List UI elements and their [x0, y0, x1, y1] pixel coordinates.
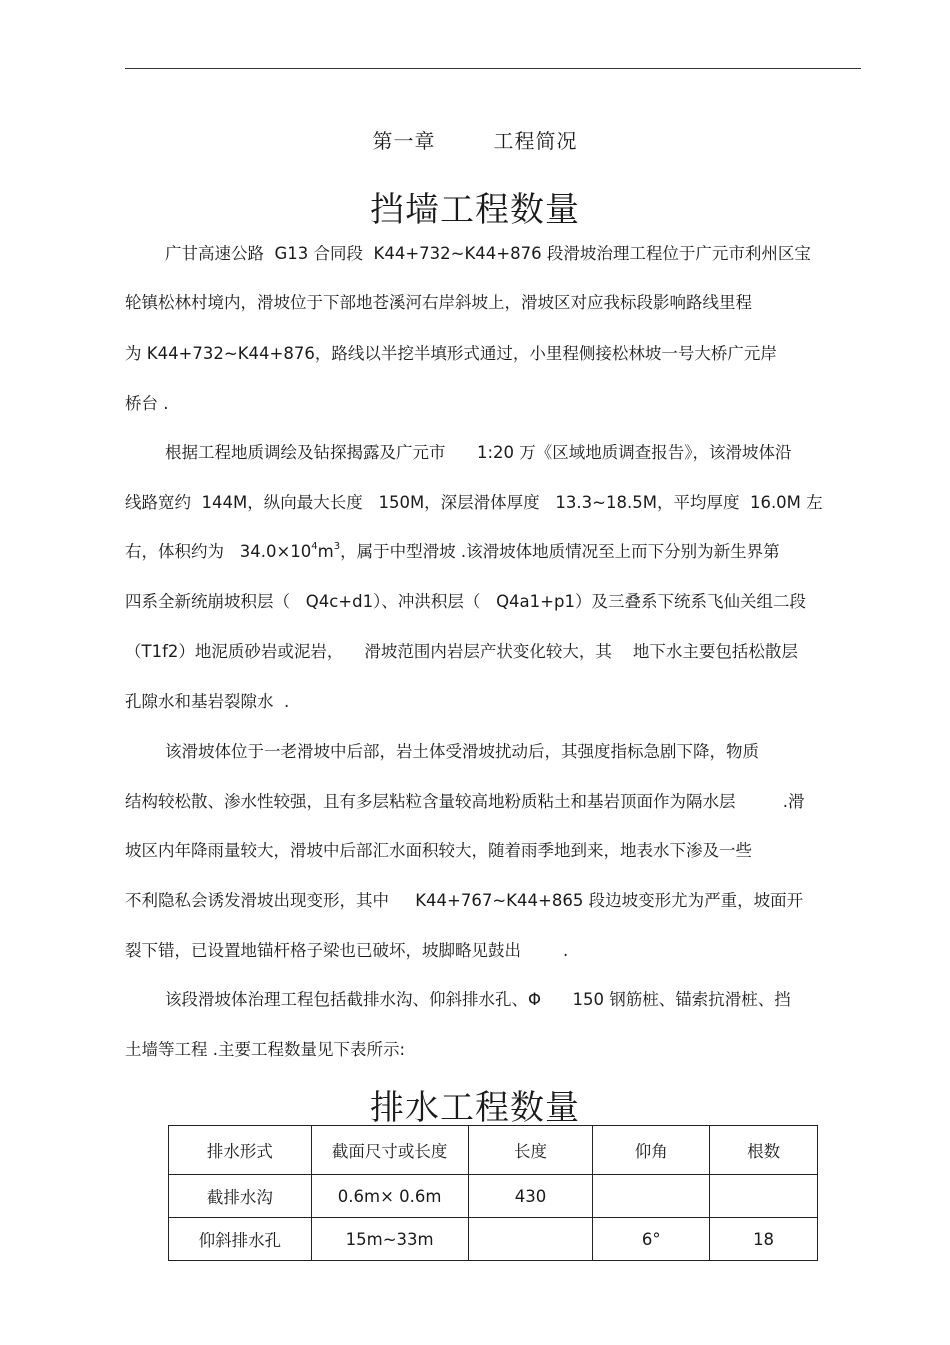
paragraph-line: 结构较松散、渗水性较强，且有多层粘粒含量较高地粉质粘土和基岩顶面作为隔水层 .滑 — [125, 792, 805, 811]
table-cell: 截排水沟 — [169, 1175, 312, 1218]
table-header-cell: 长度 — [468, 1126, 593, 1175]
table-header-cell: 截面尺寸或长度 — [311, 1126, 468, 1175]
chapter-title: 工程简况 — [493, 129, 578, 153]
table-header-cell: 仰角 — [593, 1126, 710, 1175]
table-header-cell: 根数 — [710, 1126, 818, 1175]
paragraph-line: （T1f2）地泥质砂岩或泥岩， 滑坡范围内岩层产状变化较大，其 地下水主要包括松散层 — [125, 642, 798, 661]
table-cell: 仰斜排水孔 — [169, 1218, 312, 1261]
volume-line: 右，体积约为 $34.0\times 10^4m^3$，属于中型滑坡 .该滑坡体地质情况至上而下分别为新生界第 — [125, 541, 780, 561]
table-cell — [468, 1218, 593, 1261]
table-cell: 6° — [593, 1218, 710, 1261]
table-cell — [710, 1175, 818, 1218]
header-rule — [125, 68, 861, 69]
table-header-row — [169, 1126, 818, 1175]
table-header-cell: 排水形式 — [169, 1126, 312, 1175]
paragraph-line: 广甘高速公路 G13 合同段 K44+732~K44+876 段滑坡治理工程位于广元市利州区宝 — [165, 244, 811, 263]
table-cell: 18 — [710, 1218, 818, 1261]
paragraph-line: 坡区内年降雨量较大，滑坡中后部汇水面积较大，随着雨季地到来，地表水下渗及一些 — [125, 841, 752, 860]
paragraph-line: 该段滑坡体治理工程包括截排水沟、仰斜排水孔、Φ 150 钢筋桩、锚索抗滑桩、挡 — [165, 990, 791, 1009]
table-cell — [593, 1175, 710, 1218]
paragraph-line: 轮镇松林村境内，滑坡位于下部地苍溪河右岸斜坡上，滑坡区对应我标段影响路线里程 — [125, 293, 752, 312]
drainage-heading: 排水工程数量 — [370, 1088, 580, 1128]
chapter-number: 第一章 — [372, 129, 436, 153]
drainage-table — [168, 1125, 818, 1261]
table-cell: 430 — [468, 1175, 593, 1218]
paragraph-line: 线路宽约 144M，纵向最大长度 150M，深层滑体厚度 13.3~18.5M，平均厚度 16.0M 左 — [125, 493, 823, 512]
paragraph-line: 根据工程地质调绘及钻探揭露及广元市 1:20 万《区域地质调查报告》，该滑坡体沿 — [165, 443, 792, 462]
paragraph-line: 不利隐私会诱发滑坡出现变形，其中 K44+767~K44+865 段边坡变形尤为严重，坡面开 — [125, 891, 804, 910]
paragraph-line: 该滑坡体位于一老滑坡中后部，岩土体受滑坡扰动后，其强度指标急剧下降，物质 — [165, 742, 759, 761]
table-row — [169, 1175, 818, 1218]
paragraph-line: 为 K44+732~K44+876，路线以半挖半填形式通过，小里程侧接松林坡一号大桥广元岸 — [125, 344, 777, 363]
retaining-wall-heading: 挡墙工程数量 — [370, 190, 580, 230]
exponent: 4 — [311, 541, 318, 552]
paragraph-line: 四系全新统崩坡积层（ Q4c+d1）、冲洪积层（ Q4a1+p1）及三叠系下统系飞仙关组二段 — [125, 592, 806, 611]
paragraph-line: 孔隙水和基岩裂隙水 . — [125, 692, 290, 711]
table-cell: 0.6m× 0.6m — [311, 1175, 468, 1218]
chapter-heading — [0, 125, 950, 154]
unit-exponent: 3 — [333, 541, 341, 552]
paragraph-line: 裂下错，已设置地锚杆格子梁也已破坏，坡脚略见鼓出 . — [125, 941, 569, 960]
table-row — [169, 1218, 818, 1261]
paragraph-line: 桥台 . — [125, 394, 169, 413]
paragraph-line: 土墙等工程 .主要工程数量见下表所示: — [125, 1040, 406, 1059]
table-cell: 15m~33m — [311, 1218, 468, 1261]
